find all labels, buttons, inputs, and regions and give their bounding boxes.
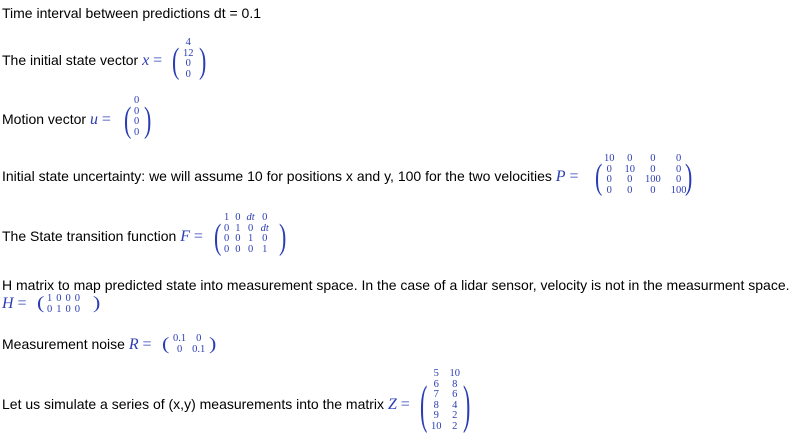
matrix-cell: 0 [185, 68, 191, 80]
equals-sign: = [101, 111, 111, 128]
h-description-text: H matrix to map predicted state into measurement space. In the case of a lidar sensor, velocity is not in the measurment space. [2, 277, 790, 293]
matrix-cell: 8 [452, 378, 458, 390]
matrix-cell: 0 [606, 163, 612, 175]
matrix-cell: 100 [645, 174, 661, 185]
matrix-cell: dt [246, 212, 255, 223]
matrix-cell: 8 [433, 399, 439, 411]
equals-sign: = [142, 336, 152, 353]
matrix-cell: 10 [431, 420, 442, 432]
dt-text: Time interval between predictions dt = 0.1 [2, 5, 262, 21]
matrix-cell: 2 [452, 410, 458, 421]
matrix-cell: 0 [627, 174, 633, 185]
matrix-cell: 0 [676, 174, 682, 185]
uncertainty-symbol: P [555, 168, 566, 185]
noise-symbol: R [128, 336, 139, 353]
uncertainty-text [2, 168, 579, 186]
left-paren: ( [162, 333, 170, 354]
uncertainty-matrix [604, 154, 687, 196]
left-paren: ( [420, 373, 428, 435]
matrix-cell: 0 [247, 222, 254, 234]
measurements-symbol: Z [387, 396, 397, 413]
matrix-cell: 0 [47, 303, 53, 315]
h-matrix [47, 294, 80, 315]
motion-vector-text [2, 111, 111, 129]
matrix-cell: 9 [433, 410, 439, 421]
matrix-cell: 0 [627, 184, 633, 196]
matrix-cell: 0 [196, 333, 202, 344]
state-vector-text [2, 52, 162, 70]
matrix-cell: 0 [627, 153, 633, 164]
matrix-cell: 0 [247, 243, 254, 255]
matrix-cell: 1 [47, 293, 53, 304]
matrix-cell: 0 [606, 184, 612, 196]
matrix-cell: 0 [134, 105, 140, 117]
matrix-cell: 0 [676, 153, 682, 164]
matrix-cell: 0 [185, 58, 191, 69]
matrix-cell: 0 [134, 126, 140, 138]
equals-sign: = [153, 52, 163, 69]
matrix-cell: 4 [185, 37, 191, 48]
matrix-cell: 7 [433, 389, 439, 400]
transition-symbol: F [180, 228, 190, 245]
motion-vector-label: Motion vector [2, 111, 87, 127]
right-paren: ) [279, 216, 287, 257]
matrix-cell: 10 [449, 368, 460, 379]
equals-sign: = [400, 396, 410, 413]
matrix-cell: 0.1 [173, 333, 187, 344]
h-equation [2, 295, 26, 313]
measurements-matrix [431, 369, 460, 432]
matrix-cell: 0 [65, 303, 71, 315]
matrix-cell: 4 [452, 399, 458, 411]
left-paren: ( [595, 156, 603, 197]
matrix-cell: 1 [224, 212, 230, 223]
matrix-cell: 5 [433, 368, 439, 379]
right-paren: ) [463, 373, 471, 435]
noise-matrix [173, 334, 205, 355]
matrix-cell: 10 [624, 163, 635, 175]
matrix-cell: 0 [676, 163, 682, 175]
matrix-cell: 0 [606, 174, 612, 185]
matrix-cell: 0 [262, 233, 268, 244]
uncertainty-label: Initial state uncertainty: we will assume 10 for positions x and y, 100 for the two velocities [2, 168, 552, 184]
matrix-cell: 100 [670, 184, 687, 196]
matrix-cell: 0 [235, 243, 241, 255]
equals-sign: = [193, 228, 203, 245]
matrix-cell: 0 [224, 222, 230, 234]
motion-vector-matrix [134, 96, 139, 138]
noise-text [2, 336, 152, 354]
matrix-cell: 0 [134, 95, 140, 106]
right-paren: ) [685, 156, 693, 197]
matrix-cell: 0 [65, 293, 71, 304]
matrix-cell: 0 [224, 243, 230, 255]
transition-text [2, 228, 203, 246]
measurements-label: Let us simulate a series of (x,y) measurements into the matrix [2, 396, 385, 412]
right-paren: ) [209, 333, 217, 354]
equals-sign: = [17, 295, 27, 312]
left-paren: ( [124, 99, 132, 140]
matrix-cell: 0 [56, 293, 62, 304]
matrix-cell: 0.1 [192, 343, 206, 355]
right-paren: ) [144, 99, 152, 140]
matrix-cell: 1 [247, 233, 254, 244]
state-vector-label: The initial state vector [2, 52, 139, 68]
matrix-cell: 0 [176, 343, 183, 355]
matrix-cell: 0 [74, 303, 80, 315]
matrix-cell: 10 [604, 153, 615, 164]
matrix-cell: 0 [262, 212, 268, 223]
matrix-cell: 0 [74, 293, 80, 304]
matrix-cell: 6 [452, 389, 458, 400]
matrix-cell: 0 [235, 233, 241, 244]
noise-label: Measurement noise [2, 336, 125, 352]
matrix-cell: 0 [134, 116, 140, 127]
matrix-cell: 2 [452, 420, 458, 432]
matrix-cell: dt [260, 222, 269, 234]
matrix-cell: 0 [224, 233, 230, 244]
equals-sign: = [569, 168, 579, 185]
matrix-cell: 0 [650, 163, 656, 175]
right-paren: ) [93, 292, 101, 313]
state-vector-symbol: x [142, 52, 150, 69]
matrix-cell: 6 [433, 378, 439, 390]
measurements-text [2, 396, 410, 414]
left-paren: ( [37, 292, 45, 313]
transition-matrix [224, 213, 269, 255]
motion-vector-symbol: u [89, 111, 98, 128]
matrix-cell: 0 [235, 212, 241, 223]
matrix-cell: 0 [650, 153, 656, 164]
matrix-cell: 1 [56, 303, 62, 315]
state-vector-matrix [183, 38, 194, 80]
matrix-cell: 1 [262, 243, 268, 255]
matrix-cell: 12 [183, 47, 194, 59]
matrix-cell: 1 [235, 222, 241, 234]
matrix-cell: 0 [650, 184, 656, 196]
left-paren: ( [214, 216, 222, 257]
right-paren: ) [199, 40, 207, 81]
left-paren: ( [172, 40, 180, 81]
transition-label: The State transition function [2, 228, 177, 244]
h-symbol: H [2, 295, 14, 312]
